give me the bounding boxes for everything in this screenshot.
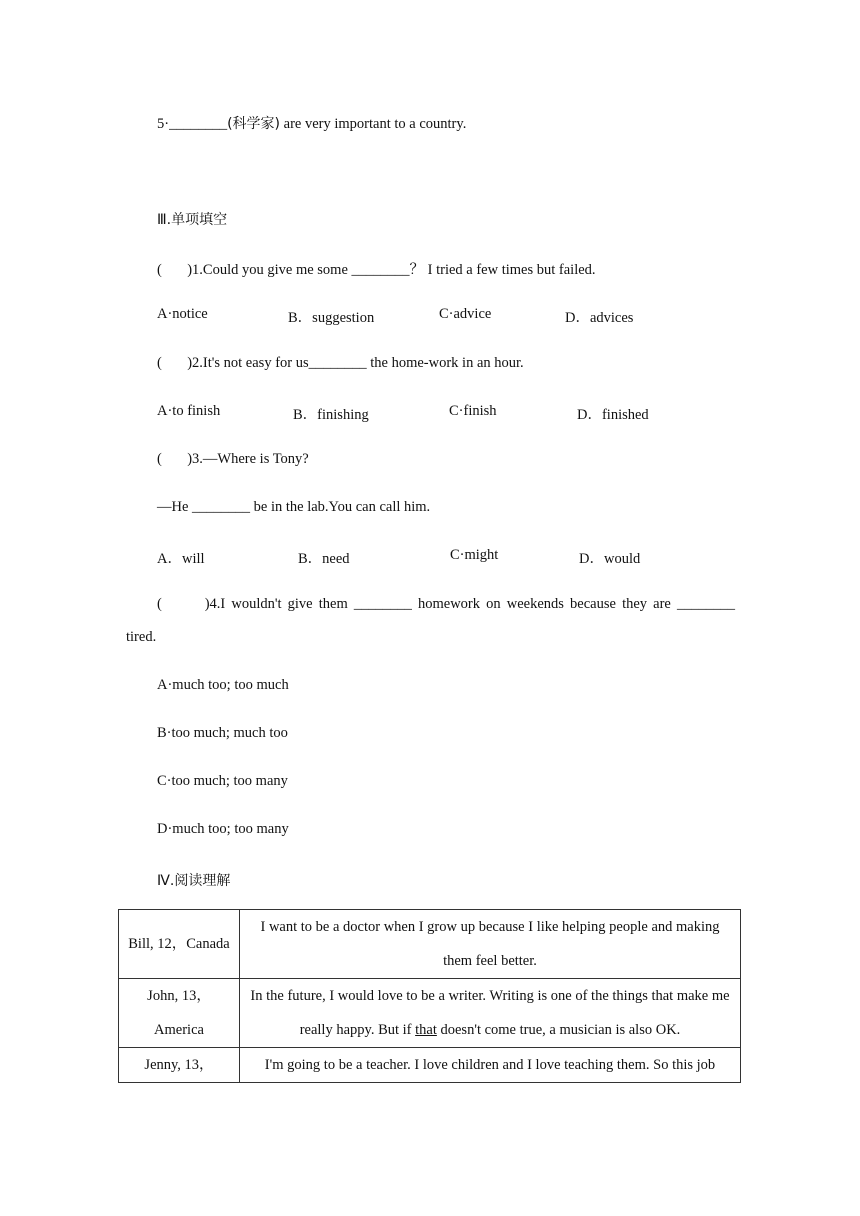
question-3-answer-line: —He ________ be in the lab.You can call him. [157,499,431,515]
question-3-stem: ( )3.—Where is Tony? [157,451,309,467]
section-heading-iv: Ⅳ.阅读理解 [157,873,231,889]
question-3-option-d[interactable]: D．would [579,551,641,567]
answer-blank: ________ [169,116,228,132]
person-name: Bill, 12，Canada [119,910,240,979]
reading-table [118,909,741,1083]
question-4-option-d[interactable]: D·much too; too many [157,821,289,837]
question-2-option-c[interactable]: C·finish [449,403,497,419]
question-1-option-d[interactable]: D．advices [565,310,634,326]
question-1-option-b[interactable]: B．suggestion [288,310,375,326]
question-2-option-a[interactable]: A·to finish [157,403,221,419]
table-row [119,1048,741,1083]
question-2-stem: ( )2.It's not easy for us________ the home-work in an hour. [157,355,524,371]
question-text: are very important to a country. [280,116,467,132]
question-4-option-c[interactable]: C·too much; too many [157,773,288,789]
statement-text: In the future, I would love to be a writer. Writing is one of the things that make me really happy. But if [250,988,730,1038]
question-4-option-a[interactable]: A·much too; too much [157,677,289,693]
question-1-option-c[interactable]: C·advice [439,306,492,322]
chinese-hint: (科学家) [227,116,281,132]
question-4-stem-continued: tired. [126,629,157,645]
underlined-word: that [415,1022,437,1038]
person-statement [240,979,741,1048]
question-3-option-a[interactable]: A．will [157,551,205,567]
question-number: 5· [157,116,170,132]
person-name: Jenny, 13， [119,1048,240,1083]
person-statement: I'm going to be a teacher. I love children and I love teaching them. So this job [240,1048,741,1083]
question-4-option-b[interactable]: B·too much; much too [157,725,288,741]
question-1-stem: ( )1.Could you give me some ________？ I tried a few times but failed. [157,262,596,278]
section-heading-iii: Ⅲ.单项填空 [157,212,228,228]
question-1-option-a[interactable]: A·notice [157,306,208,322]
person-statement: I want to be a doctor when I grow up because I like helping people and making them feel better. [240,910,741,979]
question-4-stem: ( )4.I wouldn't give them ________ homework on weekends because they are ________ [157,596,735,612]
question-3-option-c[interactable]: C·might [450,547,499,563]
table-row [119,910,741,979]
question-3-option-b[interactable]: B．need [298,551,350,567]
person-name: John, 13，America [119,979,240,1048]
question-2-option-d[interactable]: D．finished [577,407,649,423]
question-5 [157,113,466,133]
statement-text: doesn't come true, a musician is also OK. [436,1022,681,1038]
table-row [119,979,741,1048]
question-2-option-b[interactable]: B．finishing [293,407,369,423]
